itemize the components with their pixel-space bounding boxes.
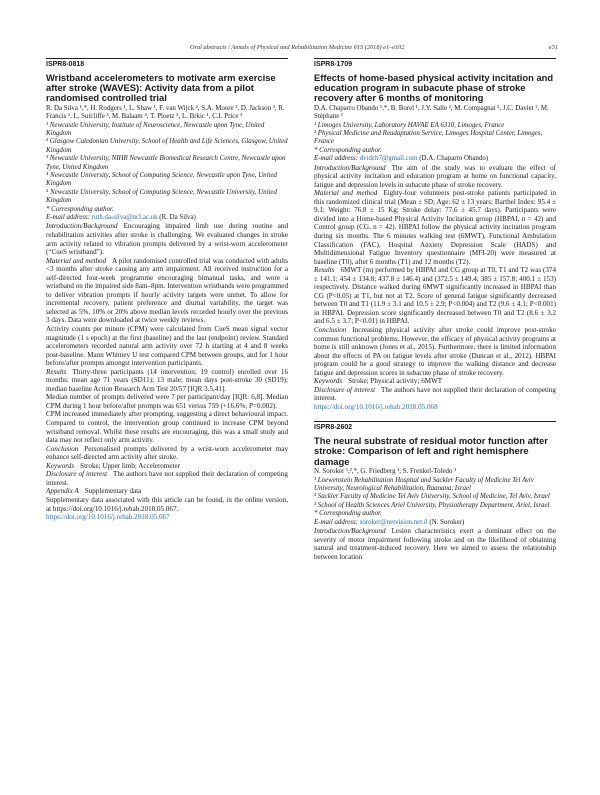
section-label: Keywords <box>46 461 75 470</box>
section-label: Results <box>46 367 67 376</box>
section-paragraph <box>314 377 556 386</box>
doi-link[interactable]: https://doi.org/10.1016/j.rehab.2018.05.068 <box>314 402 438 411</box>
section-label: Conclusion <box>314 326 347 334</box>
section-label: Introduction/Background <box>46 222 118 231</box>
journal-running-title: Oral abstracts / Annals of Physical and Rehabilitation Medicine 61S (2018) e1–e102 <box>190 44 405 51</box>
section-text: The aim of the study was to evaluate the effect of physical activity incitation and education program at home on functional capacity, fatigue and depression levels in subacute phase of stroke recovery. <box>314 163 556 189</box>
section-paragraph <box>46 325 288 368</box>
email-owner: (R. Da Silva) <box>159 214 196 222</box>
section-text: A pilot randomised controlled trial was conducted with adults <3 months after stroke causing any arm impairment. All received instruction for a self-directed four-week programme encouraging bimanual tasks, and wore a wristband on the impaired side 8am–8pm. Intervention wristbands were programmed to deliver vibration prompts if hourly activity targets were unmet. To allow for incremental recovery, patient preference and diurnal variability, the target was selected as 5%, 10% or 20% above median levels recorded hourly over the previous 3 days. Data were downloaded at twice weekly reviews. <box>46 256 288 325</box>
section-paragraph <box>314 527 556 561</box>
email-owner: (D.A. Chaparro Obando) <box>419 155 489 163</box>
section-text: Increasing physical activity after stroke could improve post-stroke common functional problems. However, the efficacy of physical activity programs at home is still unknown (Jones et al., 2015). Furthermore, there is limited information about the effects of PA on fatigue levels after stroke (Duncan et al., 2012). HBPAI program could be a good strategy to improve the walking distance and decrease fatigue and depression scores in subacute phase of stroke recovery. <box>314 326 556 377</box>
section-text: Encouraging impaired limb use during routine and rehabilitation activities after stroke is challenging. We evaluated changes in stroke arm activity related to vibration prompts delivered by a wrist-worn accelerometer (“CueS wristband”). <box>46 222 288 257</box>
section-paragraph <box>46 257 288 325</box>
section-text: Thirty-three participants (14 intervention; 19 control) enrolled over 16 months: mean age 71 years (SD11); 13 male; mean days post-stroke 30 (SD19); median baseline Action Research Arm Test 20/57 [IQR 3.5,41]. <box>46 367 288 393</box>
section-paragraph <box>46 445 288 462</box>
section-text: The authors have not supplied their declaration of competing interest. <box>46 470 288 487</box>
abstract-title: Wristband accelerometers to motivate arm exercise after stroke (WAVES): Activity data from a pilot randomised controlled trial <box>46 71 276 104</box>
section-paragraph <box>46 496 288 513</box>
abstract-divider <box>314 421 556 422</box>
abstract-id: ISPR8-1709 <box>314 61 353 68</box>
section-text: Stroke; Upper limb; Accelerometer <box>80 461 180 470</box>
section-label: Conclusion <box>46 444 79 453</box>
abstract-body <box>314 527 556 561</box>
section-paragraph <box>46 487 288 496</box>
section-label: Appendix A <box>46 487 79 496</box>
section-paragraph <box>46 222 288 256</box>
section-paragraph <box>314 386 556 403</box>
affiliation: ³ Newcastle University, NIHR Newcastle Biomedical Research Centre, Newcastle upon Tyne, United Kingdom <box>46 155 286 171</box>
section-text: Lesion characteristics exert a dominant effect on the severity of motor impairment following stroke and on the likelihood of obtaining natural and treatment-induced recovery. Here we aimed to assess the relationship between location <box>314 527 556 561</box>
section-paragraph <box>314 326 556 377</box>
affiliation: ¹ Newcastle University, Institute of Neuroscience, Newcastle upon Tyne, United Kingdom <box>46 121 265 137</box>
section-text: 6MWT (m) performed by HBPAI and CG group at T0, T1 and T2 was (374 ± 141.1; 454 ± 134.8; 437.8 ± 146.4) and (372.5 ± 149.4; 385 ± 157.8; 400.1 ± 153) respectively. Distance walked during 6MWT significantly increased in HBPAI than CG (P<0.05) at T1, but not at T2. Score of general fatigue significantly decreased between T0 and T1 (11.9 ± 3.1 and 10.5 ± 2.9; P<0.004) and T2 (9.6 ± 4.1; P<0.001) in HBPAI. Depression score significantly decreased between T0 and T2 (8.6 ± 3.2 and 6.5 ± 3.7; P<0.01) in HBPAI. <box>314 266 556 326</box>
affiliation: ¹ Loewenstein Rehabilitation Hospital and Sackler Faculty of Medicine Tel Aviv University, Neurological Rehabilitation, Raanana, Israel <box>314 476 534 493</box>
left-column <box>46 58 288 522</box>
section-paragraph <box>46 462 288 471</box>
page-number: e31 <box>548 44 558 51</box>
affiliation: ² Physical Medicine and Readaptation Service, Limoges Hospital Center, Limoges, France <box>314 129 543 146</box>
abstract-title: The neural substrate of residual motor function after stroke: Comparison of left and right hemisphere damage <box>314 435 548 467</box>
affiliation: ⁴ Newcastle University, School of Computing Science, Newcastle upon Tyne, United Kingdom <box>46 172 277 188</box>
affiliation: ³ School of Health Sciences Ariel University, Physiotherapy Department, Ariel, Israel <box>314 501 550 509</box>
email-link[interactable]: ruth.da-silva@ncl.ac.uk <box>91 214 158 222</box>
abstract-id: ISPR8-2602 <box>314 424 353 432</box>
affiliation: ² Sackler Faculty of Medicine Tel Aviv University, School of Medicine, Tel Aviv, Israel <box>314 493 550 501</box>
section-text: Supplementary data <box>84 487 142 496</box>
email-label: E-mail address: <box>46 214 90 222</box>
email-link[interactable]: dvidch7@gmail.com <box>359 155 418 163</box>
section-paragraph <box>314 164 556 190</box>
section-label: Keywords <box>314 377 343 386</box>
section-label: Disclosure of interest <box>46 470 108 479</box>
corresponding-note: * Corresponding author. <box>314 146 382 154</box>
abstract-authors: D.A. Chaparro Obando ¹,*, B. Borel ¹, J.Y. Salle ², M. Compagnat ², J.C. Daviet ², M. Stéphane ¹ <box>314 104 549 121</box>
corresponding-note: * Corresponding author. <box>46 205 114 213</box>
section-text: Supplementary data associated with this article can be found, in the online version, at https://doi.org/10.1016/j.rehab.2018.05.067. <box>46 495 288 513</box>
section-text: Median number of prompts delivered were 7 per participant/day [IQR: 6,8]. Median CPM during 1 hour before/after prompts was 651 versus 759 (+16.6%; P=0.002). <box>46 393 288 410</box>
section-label: Results <box>314 266 335 275</box>
section-paragraph <box>314 189 556 266</box>
section-paragraph <box>46 470 288 487</box>
affiliation: ¹ Limoges University, Laboratory HAVAE EA 6310, Limoges, France <box>314 121 505 129</box>
email-label: E-mail address: <box>314 518 358 526</box>
email-link[interactable]: soroker@netvision.net.il <box>359 518 428 526</box>
abstract-body <box>314 164 556 412</box>
section-paragraph <box>46 410 288 444</box>
section-label: Introduction/Background <box>314 163 386 172</box>
section-paragraph <box>46 393 288 410</box>
corresponding-note: * Corresponding author. <box>314 510 382 518</box>
section-text: Stroke; Physical activity; 6MWT <box>348 377 443 386</box>
section-paragraph <box>314 266 556 326</box>
section-label: Disclosure of interest <box>314 385 376 394</box>
section-text: Activity counts per minute (CPM) were calculated from CueS mean signal vector magnitude (1 s epoch) at the first (baseline) and the last (endpoint) review. Standard accelerometers recorded natural arm activity over 72 h starting at 4 and 8 weeks post-baseline. Mann Whitney U test compared CPM between groups, and for 1 hour before/after prompts amongst intervention participants. <box>46 325 288 368</box>
doi-link[interactable]: https://doi.org/10.1016/j.rehab.2018.05.067 <box>46 513 170 522</box>
running-head <box>40 44 560 56</box>
affiliation: ⁵ Newcastle University, School of Computing Science, Newcastle University, United Kingdom <box>46 188 277 205</box>
section-text: The authors have not supplied their declaration of competing interest. <box>314 385 556 403</box>
section-paragraph <box>46 368 288 394</box>
abstract-divider <box>46 58 288 59</box>
abstract-divider <box>314 58 556 59</box>
affiliation: ² Glasgow Caledonian University, School of Health and Life Sciences, Glasgow, United Kingdom <box>46 138 288 154</box>
abstract-id: ISPR8-0818 <box>46 61 85 68</box>
abstract-body <box>46 222 288 521</box>
section-label: Material and method <box>314 189 378 198</box>
abstract-authors: R. Da Silva ¹,*, H. Rodgers ¹, L. Shaw ¹, F. van Wijck ², S.A. Moore ³, D. Jackson ³, R. Francis ¹, L. Sutcliffe ³, M. Balaam ⁴, T. Ploetz ⁵, L. Brkic ¹, C.I. Price ¹ <box>46 104 285 121</box>
right-column <box>314 58 556 561</box>
section-label: Material and method <box>46 256 107 265</box>
section-label: Introduction/Background <box>314 527 386 536</box>
section-text: CPM increased immediately after prompting, suggesting a direct behavioural impact. Compared to control, the intervention group continued to increase CPM beyond wristband removal. Whilst these results are encouraging, this was a small study and data may not reflect only arm activity. <box>46 410 288 445</box>
section-text: Personalised prompts delivered by a wrist-worn accelerometer may enhance self-directed arm activity after stroke. <box>46 444 288 462</box>
email-label: E-mail address: <box>314 155 358 163</box>
abstract-authors: N. Soroker ¹,²,*, G. Friedberg ¹, S. Frenkel-Toledo ³ <box>314 468 457 476</box>
abstract-title: Effects of home-based physical activity incitation and education program in subacute phase of stroke recovery after 6 months of monitoring <box>314 71 554 104</box>
section-text: Eighty-four volunteers post-stroke patients participated in this randomized clinical trial (Mean ± SD; Age: 62 ± 13 years; Barthel Index: 95.4 ± 9.1; Weight: 76.8 ± 15 Kg; Stroke delay: 77.6 ± 45.7 days). Participants were divided into a Home-based Physical Activity Incitation group (HBPAI, n = 42) and Control group (CG, n = 42). HBPAI follow the physical activity incitation program during six months. The 6 minutes walking test (6MWT), Functional Ambulation Classification (FAC), Hospital Anxiety Depression Scale (HADS) and Multidimensional Fatigue Inventory questionnaire (MFI-20) were measured at baseline (T0), after 6 months (T1) and 12 months (T2). <box>314 189 556 266</box>
email-owner: (N. Soroker) <box>429 518 465 526</box>
